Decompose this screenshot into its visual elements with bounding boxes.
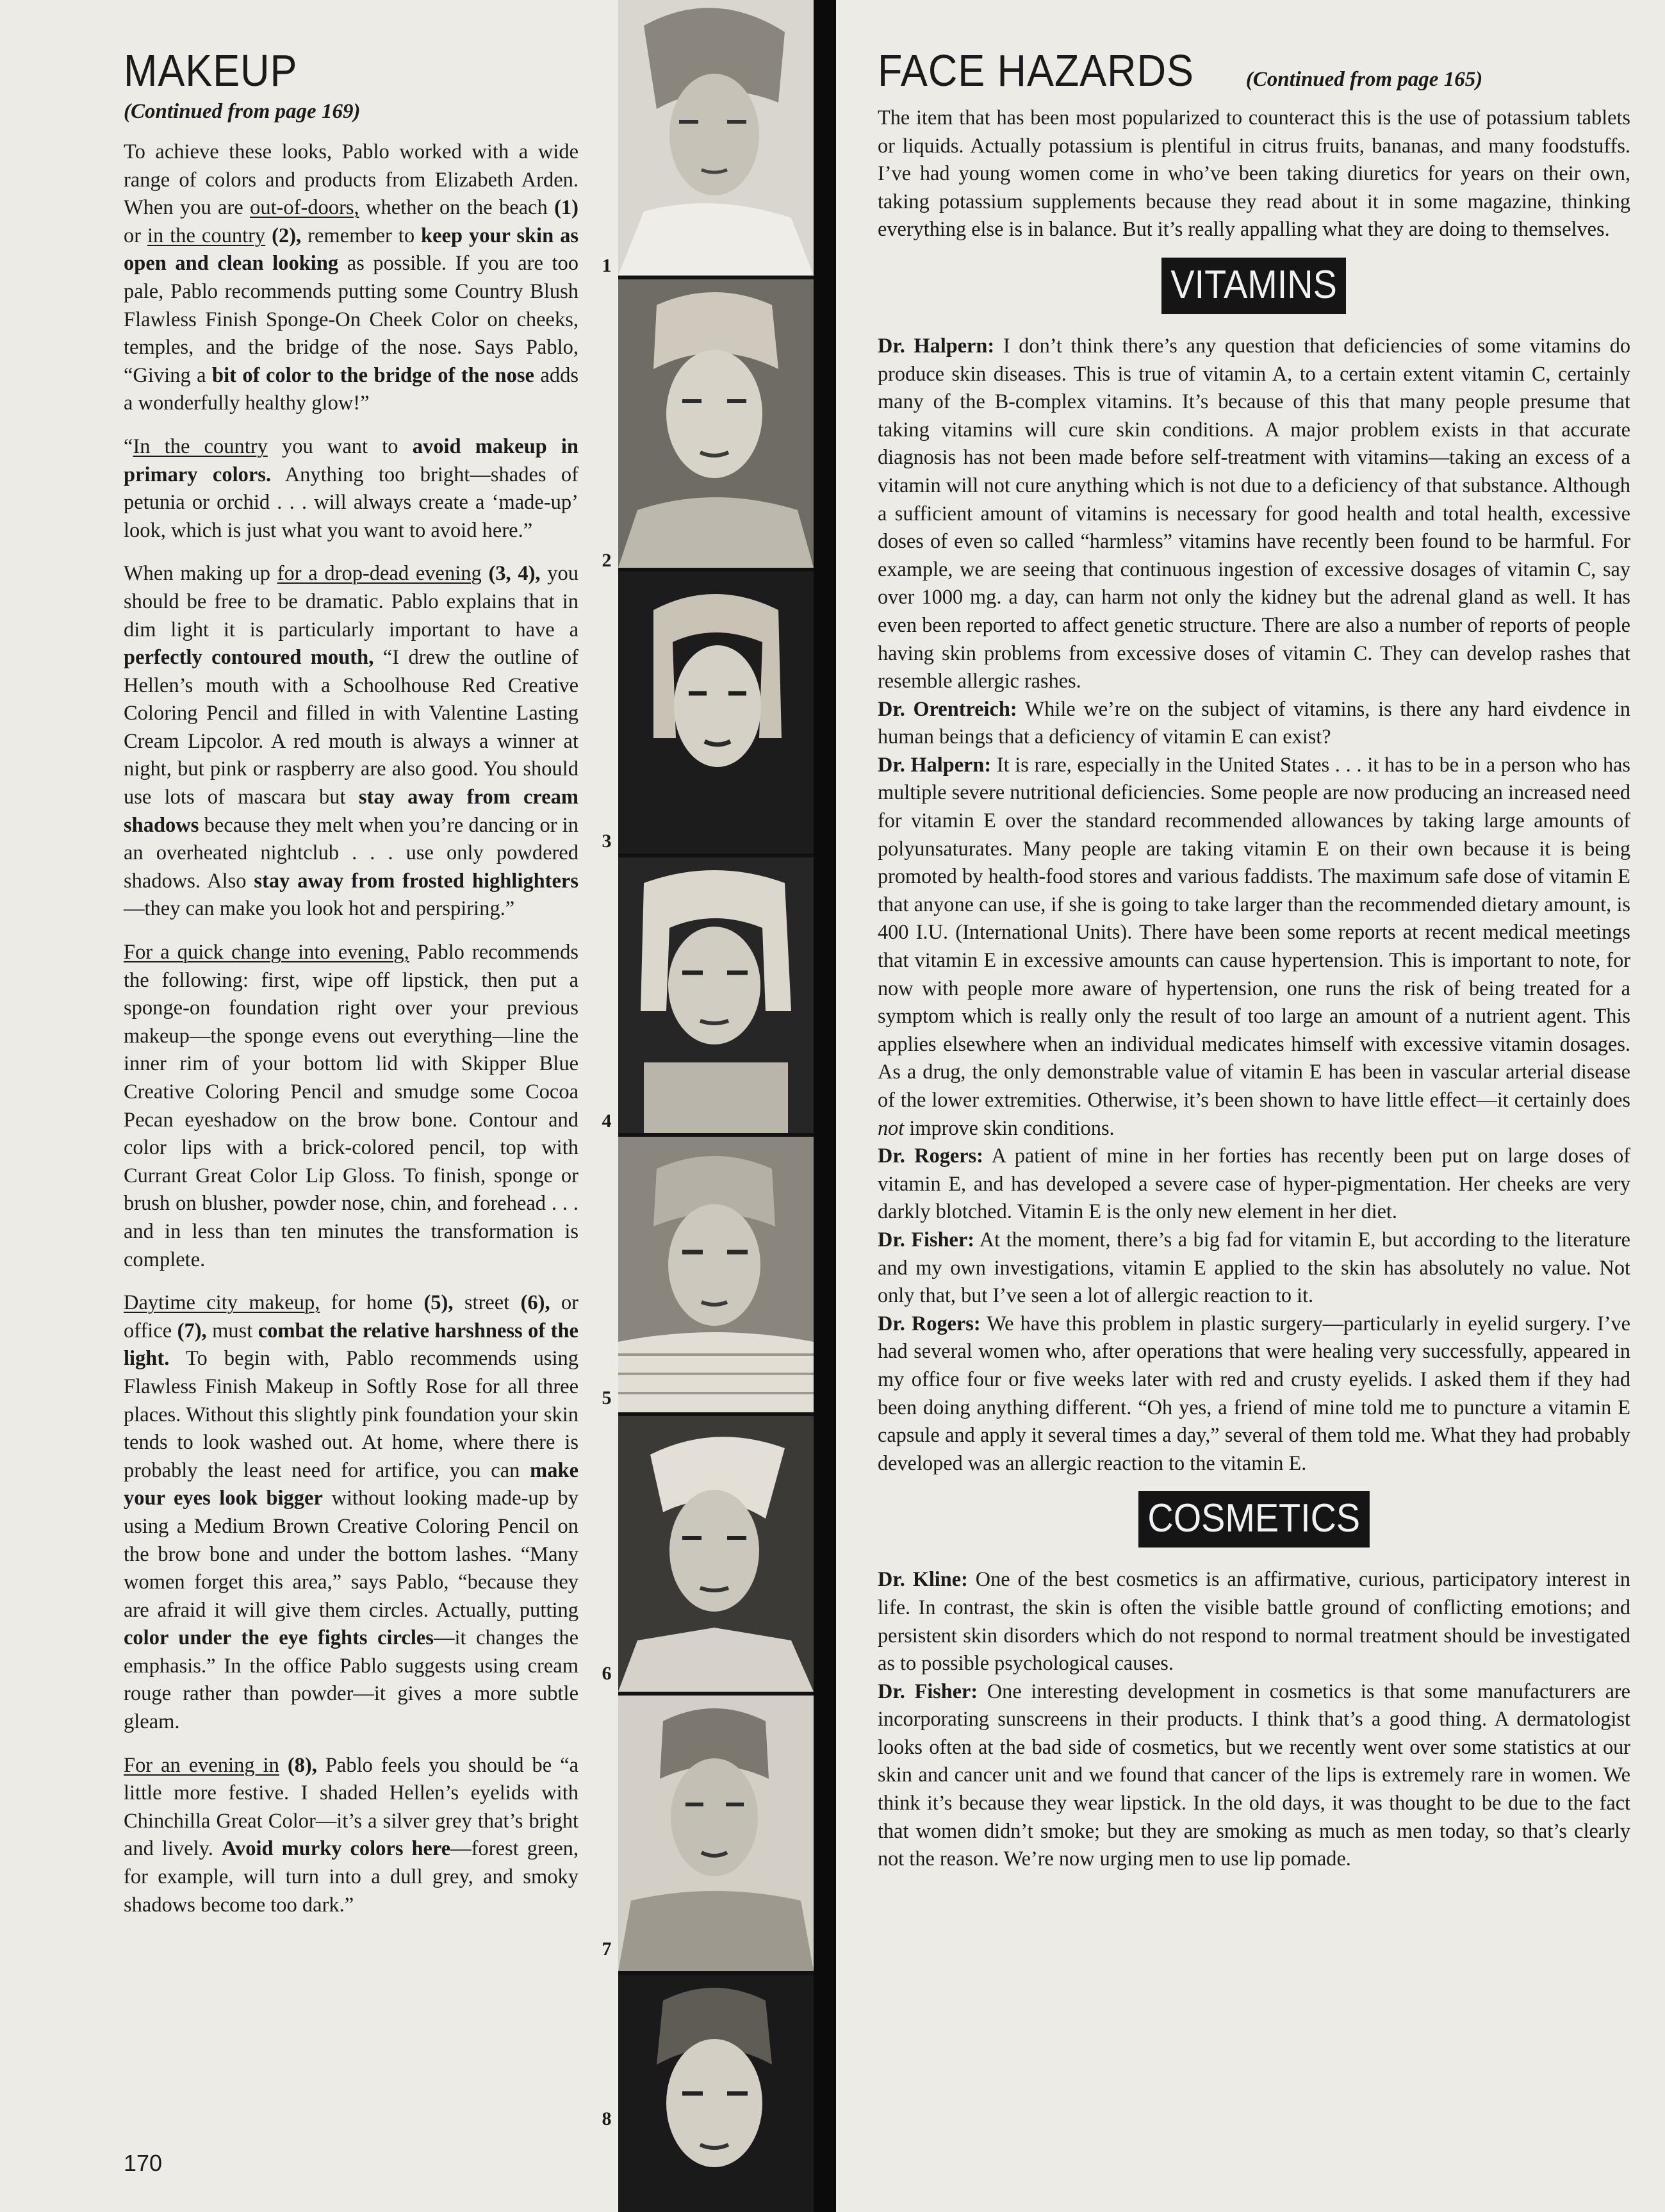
- makeup-paragraph-1: To achieve these looks, Pablo worked with a wide range of colors and products from Elizabeth Arden. When you are out-of-doors, whether on the beach (1) or in the country (2), remember to keep your skin as open and clean looking as possible. If you are too pale, Pablo recommends putting some Country Blush Flawless Finish Sponge-On Cheek Color on cheeks, temples, and the bridge of the nose. Says Pablo, “Giving a bit of color to the bridge of the nose adds a wonderfully healthy glow!”: [124, 140, 579, 415]
- portrait-photo-8: [618, 1975, 814, 2212]
- makeup-paragraph-4: For a quick change into evening, Pablo recommends the following: first, wipe off lipstick, then put a sponge-on foundation right over your previous makeup—the sponge evens out everything—line the inner rim of your bottom lid with Skipper Blue Creative Coloring Pencil and smudge some Cocoa Pecan eyeshadow on the brow bone. Contour and color lips with a brick-colored pencil, top with Currant Great Color Lip Gloss. To finish, sponge or brush on blusher, powder nose, chin, and forehead . . . and in less than ten minutes the transformation is complete.: [124, 941, 578, 1271]
- makeup-paragraph-3: When making up for a drop-dead evening (3, 4), you should be free to be dramatic. Pablo explains that in dim light it is particularly important to have a perfectly contoured mouth, “I drew the outline of Hellen’s mouth with a Schoolhouse Red Creative Coloring Pencil and filled in with Valentine Lasting Cream Lipcolor. A red mouth is always a winner at night, but pink or raspberry are also good. You should use lots of mascara but stay away from cream shadows because they melt when you’re dancing or in an overheated nightclub . . . use only powdered shadows. Also stay away from frosted highlighters—they can make you look hot and perspiring.”: [124, 562, 578, 921]
- photo-number-4: 4: [602, 1110, 612, 1132]
- face-hazards-title: FACE HAZARDS: [878, 45, 1194, 95]
- photo-number-6: 6: [602, 1663, 612, 1684]
- photo-number-5: 5: [602, 1387, 612, 1408]
- face-hazards-header: [878, 45, 1630, 96]
- portrait-photo-1: [618, 0, 814, 276]
- strip-black-edge: [814, 0, 836, 2212]
- photo-number-3: 3: [602, 830, 612, 852]
- photo-strip: [618, 0, 836, 2212]
- makeup-continued-line: (Continued from page 169): [124, 100, 361, 123]
- photo-number-7: 7: [602, 1938, 612, 1960]
- section-heading-cosmetics: COSMETICS: [1138, 1491, 1370, 1548]
- page-number: 170: [124, 2150, 163, 2176]
- face-hazards-column: [878, 45, 1630, 1873]
- intro-paragraph: The item that has been most popularized to counteract this is the use of potassium tablets or liquids. Actually potassium is plentiful in citrus fruits, bananas, and many foodstuffs. I’ve had young women come in who’ve been taking diuretics for years on their own, taking potassium supplements because they read about it in some magazine, thinking everything else is in balance. But it’s really appalling what they are doing to themselves.: [878, 106, 1630, 241]
- vitamins-fisher: Dr. Fisher: At the moment, there’s a big fad for vitamin E, but according to the literature and my own investigations, vitamin E applied to the skin has absolutely no value. Not only that, but I’ve seen a lot of allergic reaction to it.: [878, 1227, 1630, 1307]
- photo-number-8: 8: [602, 2108, 612, 2129]
- portrait-photo-7: [618, 1696, 814, 1971]
- makeup-column: [124, 45, 578, 1935]
- makeup-title: MAKEUP: [124, 45, 298, 95]
- makeup-paragraph-2: “In the country you want to avoid makeup in primary colors. Anything too bright—shades of petunia or orchid . . . will always create a ‘made-up’ look, which is just what you want to avoid here.”: [124, 434, 578, 542]
- section-heading-vitamins: VITAMINS: [1161, 258, 1346, 314]
- portrait-photo-6: [618, 1416, 814, 1692]
- makeup-paragraph-5: Daytime city makeup, for home (5), street (6), or office (7), must combat the relative harshness of the light. To begin with, Pablo recommends using Flawless Finish Makeup in Softly Rose for all three places. Without this slightly pink foundation your skin tends to look washed out. At home, where there is probably the least need for artifice, you can make your eyes look bigger without looking made-up by using a Medium Brown Creative Coloring Pencil on the brow bone and under the bottom lashes. “Many women forget this area,” says Pablo, “because they are afraid it will give them circles. Actually, putting color under the eye fights circles—it changes the emphasis.” In the office Pablo suggests using cream rouge rather than powder—it gives a more subtle gleam.: [124, 1291, 579, 1734]
- portrait-photo-3: [618, 572, 814, 854]
- portrait-photo-2: [618, 279, 814, 568]
- photo-number-1: 1: [602, 255, 612, 276]
- cosmetics-kline: Dr. Kline: One of the best cosmetics is an affirmative, curious, participatory interest in life. In contrast, the skin is often the visible battle ground of conflicting emotions; and persistent skin disorders which do not respond to normal treatment should be investigated as to possible psychological causes.: [878, 1567, 1630, 1675]
- vitamins-halpern-1: Dr. Halpern: I don’t think there’s any question that deficiencies of some vitamins do produce skin diseases. This is true of vitamin A, to a certain extent vitamin C, certainly many of the B-complex vitamins. It’s because of this that many people presume that taking vitamins will cure skin conditions. A major problem exists in that accurate diagnosis has not been made before self-treatment with vitamins—taking an excess of a vitamin will not cure anything which is not due to a deficiency of that substance. Although a sufficient amount of vitamins is necessary for good health and total health, excessive doses of even so called “harmless” vitamins have recently been found to be harmful. For example, we are seeing that continuous ingestion of excessive dosages of vitamin C, say over 1000 mg. a day, can harm not only the kidney but the adrenal gland as well. It has even been reported to affect genetic structure. There are also a number of reports of people having skin problems from excessive doses of vitamin C. They can develop rashes that resemble allergic rashes.: [878, 333, 1630, 693]
- cosmetics-fisher: Dr. Fisher: One interesting development in cosmetics is that some manufacturers are incorporating sunscreens in their products. I think that’s a good thing. A dermatologist looks often at the bad side of cosmetics, but we recently went over some statistics at our skin and cancer unit and we found that cancer of the lips is extremely rare in women. We think it’s because they wear lipstick. In the old days, it was thought to be due to the fact that women didn’t smoke; but they are smoking as much as men today, so that’s clearly not the reason. We’re now urging men to use lip pomade.: [878, 1679, 1630, 1870]
- face-hazards-continued-line: (Continued from page 165): [1245, 68, 1483, 91]
- vitamins-orentreich: Dr. Orentreich: While we’re on the subject of vitamins, is there any hard eivdence in human beings that a deficiency of vitamin E can exist?: [878, 697, 1630, 748]
- vitamins-rogers-1: Dr. Rogers: A patient of mine in her forties has recently been put on large doses of vitamin E, and has developed a severe case of hyper-pigmentation. Her cheeks are very darkly blotched. Vitamin E is the only new element in her diet.: [878, 1144, 1630, 1223]
- photo-number-2: 2: [602, 550, 612, 571]
- portrait-photo-4: [618, 857, 814, 1133]
- portrait-photo-5: [618, 1137, 814, 1412]
- vitamins-halpern-2: Dr. Halpern: It is rare, especially in the United States . . . it has to be in a person who has multiple severe nutritional deficiencies. Some people are now producing an increased need for vitamin E over the standard recommended allowances by taking large amounts of polyunsaturates. Many people are taking vitamin E on their own because it is being promoted by health-food stores and various faddists. The maximum safe dose of vitamin E that anyone can use, if she is going to take larger than the recommended dietary amount, is 400 I.U. (International Units). There have been some reports at recent medical meetings that vitamin E in excessive amounts can cause hypertension. This is important to note, for now with people more aware of hypertension, one runs the risk of being treated for a symptom which is really only the result of too large an amount of a nutrient agent. This applies elsewhere when an individual medicates himself with excessive vitamin dosages. As a drug, the only demonstrable value of vitamin E has been in vascular arterial disease of the lower extremities. Otherwise, it’s been shown to have little effect—it certainly does not improve skin conditions.: [878, 752, 1630, 1139]
- vitamins-rogers-2: Dr. Rogers: We have this problem in plastic surgery—particularly in eyelid surgery. I’ve had several women who, after operations that were healing very successfully, appeared in my office four or five weeks later with red and crusty eyelids. I asked them if they had been doing anything different. “Oh yes, a friend of mine told me to puncture a vitamin E capsule and apply it several times a day,” several of them told me. What they had probably developed was an allergic reaction to the vitamin E.: [878, 1311, 1630, 1474]
- makeup-paragraph-6: For an evening in (8), Pablo feels you should be “a little more festive. I shaded Hellen’s eyelids with Chinchilla Great Color—it’s a silver grey that’s bright and lively. Avoid murky colors here—forest green, for example, will turn into a dull grey, and smoky shadows become too dark.”: [124, 1753, 578, 1917]
